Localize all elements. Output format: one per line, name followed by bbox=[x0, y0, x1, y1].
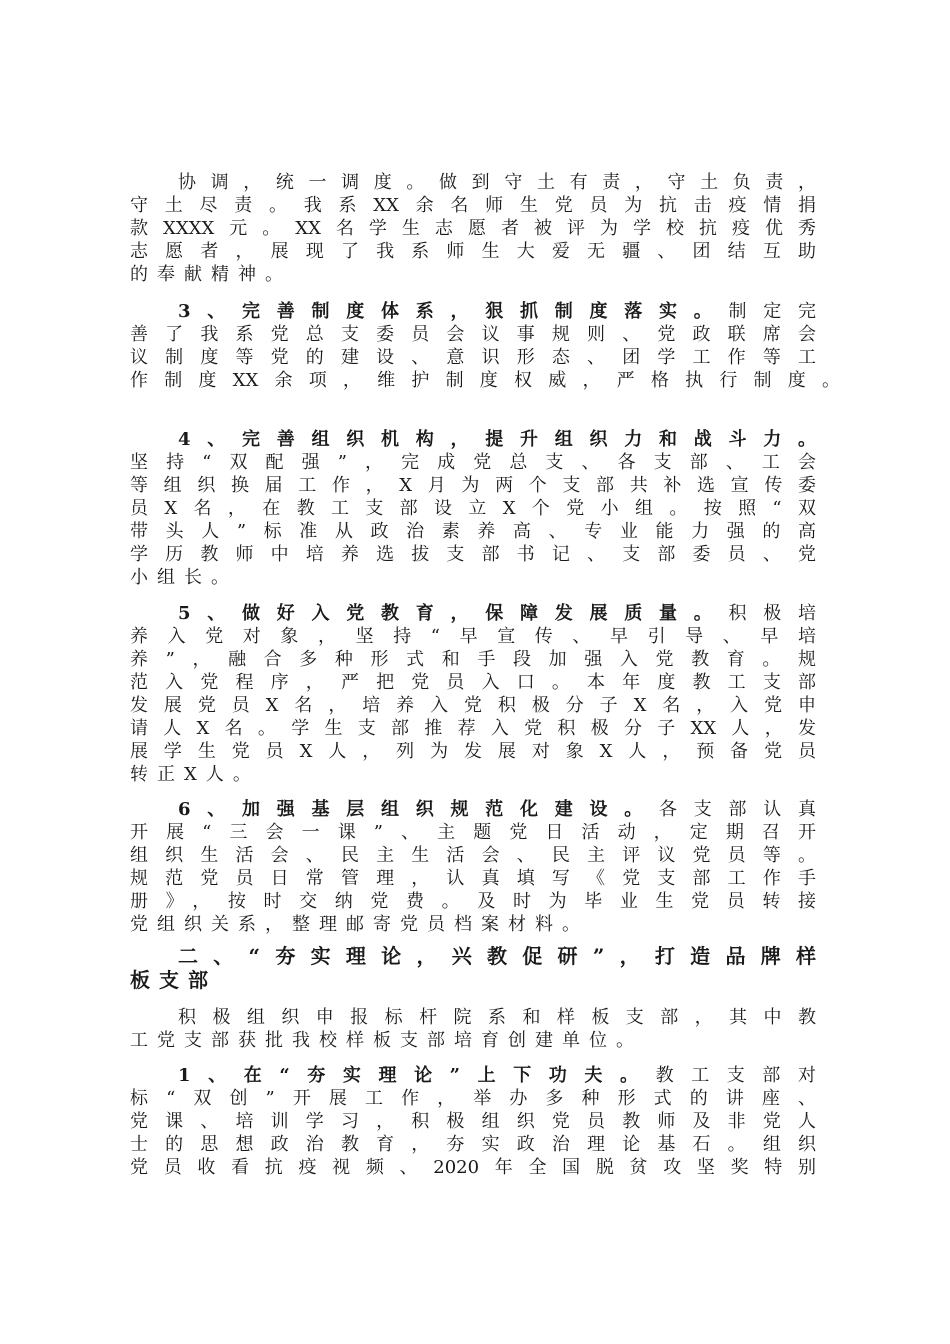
body-line: 册》，按时交纳党费。及时为毕业生党员转接 bbox=[130, 891, 816, 912]
body-text: 各支部认真 bbox=[659, 799, 816, 820]
body-line: 养”，融合多种形式和手段加强入党教育。规 bbox=[130, 649, 816, 670]
body-line: 标“双创”开展工作，举办多种形式的讲座、 bbox=[130, 1088, 816, 1109]
paragraph-first-line bbox=[178, 602, 816, 625]
subheading-bold: 4、完善组织机构，提升组织力和战斗力。 bbox=[178, 429, 816, 450]
body-line: 员X名，在教工支部设立X个党小组。按照“双 bbox=[130, 498, 816, 519]
body-line: 款XXXX元。XX名学生志愿者被评为学校抗疫优秀 bbox=[130, 218, 816, 239]
body-line: 小组长。 bbox=[130, 567, 238, 588]
body-line: 转正X人。 bbox=[130, 764, 260, 785]
body-line: 坚持“双配强”，完成党总支、各支部、工会 bbox=[130, 452, 816, 473]
body-line: 学历教师中培养选拔支部书记、支部委员、党 bbox=[130, 544, 816, 565]
paragraph-first-line bbox=[178, 798, 816, 821]
section-heading: 板支部 bbox=[130, 968, 217, 992]
section-heading: 二、“夯实理论，兴教促研”，打造品牌样 bbox=[178, 944, 816, 968]
body-line: 作制度XX余项，维护制度权威，严格执行制度。 bbox=[130, 370, 840, 391]
body-line: 请人X名。学生支部推荐入党积极分子XX人，发 bbox=[130, 718, 816, 739]
paragraph-first-line bbox=[178, 428, 816, 451]
body-line: 带头人”标准从政治素养高、专业能力强的高 bbox=[130, 521, 816, 542]
body-line: 积极组织申报标杆院系和样板支部，其中教 bbox=[178, 1007, 816, 1028]
subheading-bold: 6、加强基层组织规范化建设。 bbox=[178, 799, 659, 820]
body-line: 养入党对象，坚持“早宣传、早引导、早培 bbox=[130, 626, 816, 647]
body-line: 志愿者，展现了我系师生大爱无疆、团结互助 bbox=[130, 241, 816, 262]
body-line: 协调，统一调度。做到守土有责，守土负责， bbox=[178, 172, 816, 193]
body-line: 善了我系党总支委员会议事规则、党政联席会 bbox=[130, 324, 816, 345]
body-text: 教工支部对 bbox=[655, 1065, 817, 1086]
body-line: 展学生党员X人，列为发展对象X人，预备党员 bbox=[130, 741, 816, 762]
body-line: 党员收看抗疫视频、2020年全国脱贫攻坚奖特别 bbox=[130, 1157, 816, 1178]
subheading-bold: 3、完善制度体系，狠抓制度落实。 bbox=[178, 301, 729, 322]
body-line: 党组织关系，整理邮寄党员档案材料。 bbox=[130, 914, 589, 935]
body-line: 的奉献精神。 bbox=[130, 264, 292, 285]
paragraph-first-line bbox=[178, 1064, 816, 1087]
body-line: 守土尽责。我系XX余名师生党员为抗击疫情捐 bbox=[130, 195, 816, 216]
body-line: 发展党员X名，培养入党积极分子X名，入党申 bbox=[130, 695, 816, 716]
body-line: 范入党程序，严把党员入口。本年度教工支部 bbox=[130, 672, 816, 693]
subheading-bold: 1、在“夯实理论”上下功夫。 bbox=[178, 1065, 656, 1086]
body-line: 党课、培训学习，积极组织党员教师及非党人 bbox=[130, 1111, 816, 1132]
paragraph-first-line bbox=[178, 300, 816, 323]
body-text: 积极培 bbox=[728, 603, 816, 624]
body-line: 工党支部获批我校样板支部培育创建单位。 bbox=[130, 1030, 643, 1051]
body-line: 议制度等党的建设、意识形态、团学工作等工 bbox=[130, 347, 816, 368]
body-line: 等组织换届工作，X月为两个支部共补选宣传委 bbox=[130, 475, 816, 496]
body-line: 规范党员日常管理，认真填写《党支部工作手 bbox=[130, 868, 816, 889]
body-line: 士的思想政治教育，夯实政治理论基石。组织 bbox=[130, 1134, 816, 1155]
body-line: 开展“三会一课”、主题党日活动，定期召开 bbox=[130, 822, 816, 843]
body-text: 制定完 bbox=[728, 301, 816, 322]
subheading-bold: 5、做好入党教育，保障发展质量。 bbox=[178, 603, 729, 624]
body-line: 组织生活会、民主生活会、民主评议党员等。 bbox=[130, 845, 816, 866]
